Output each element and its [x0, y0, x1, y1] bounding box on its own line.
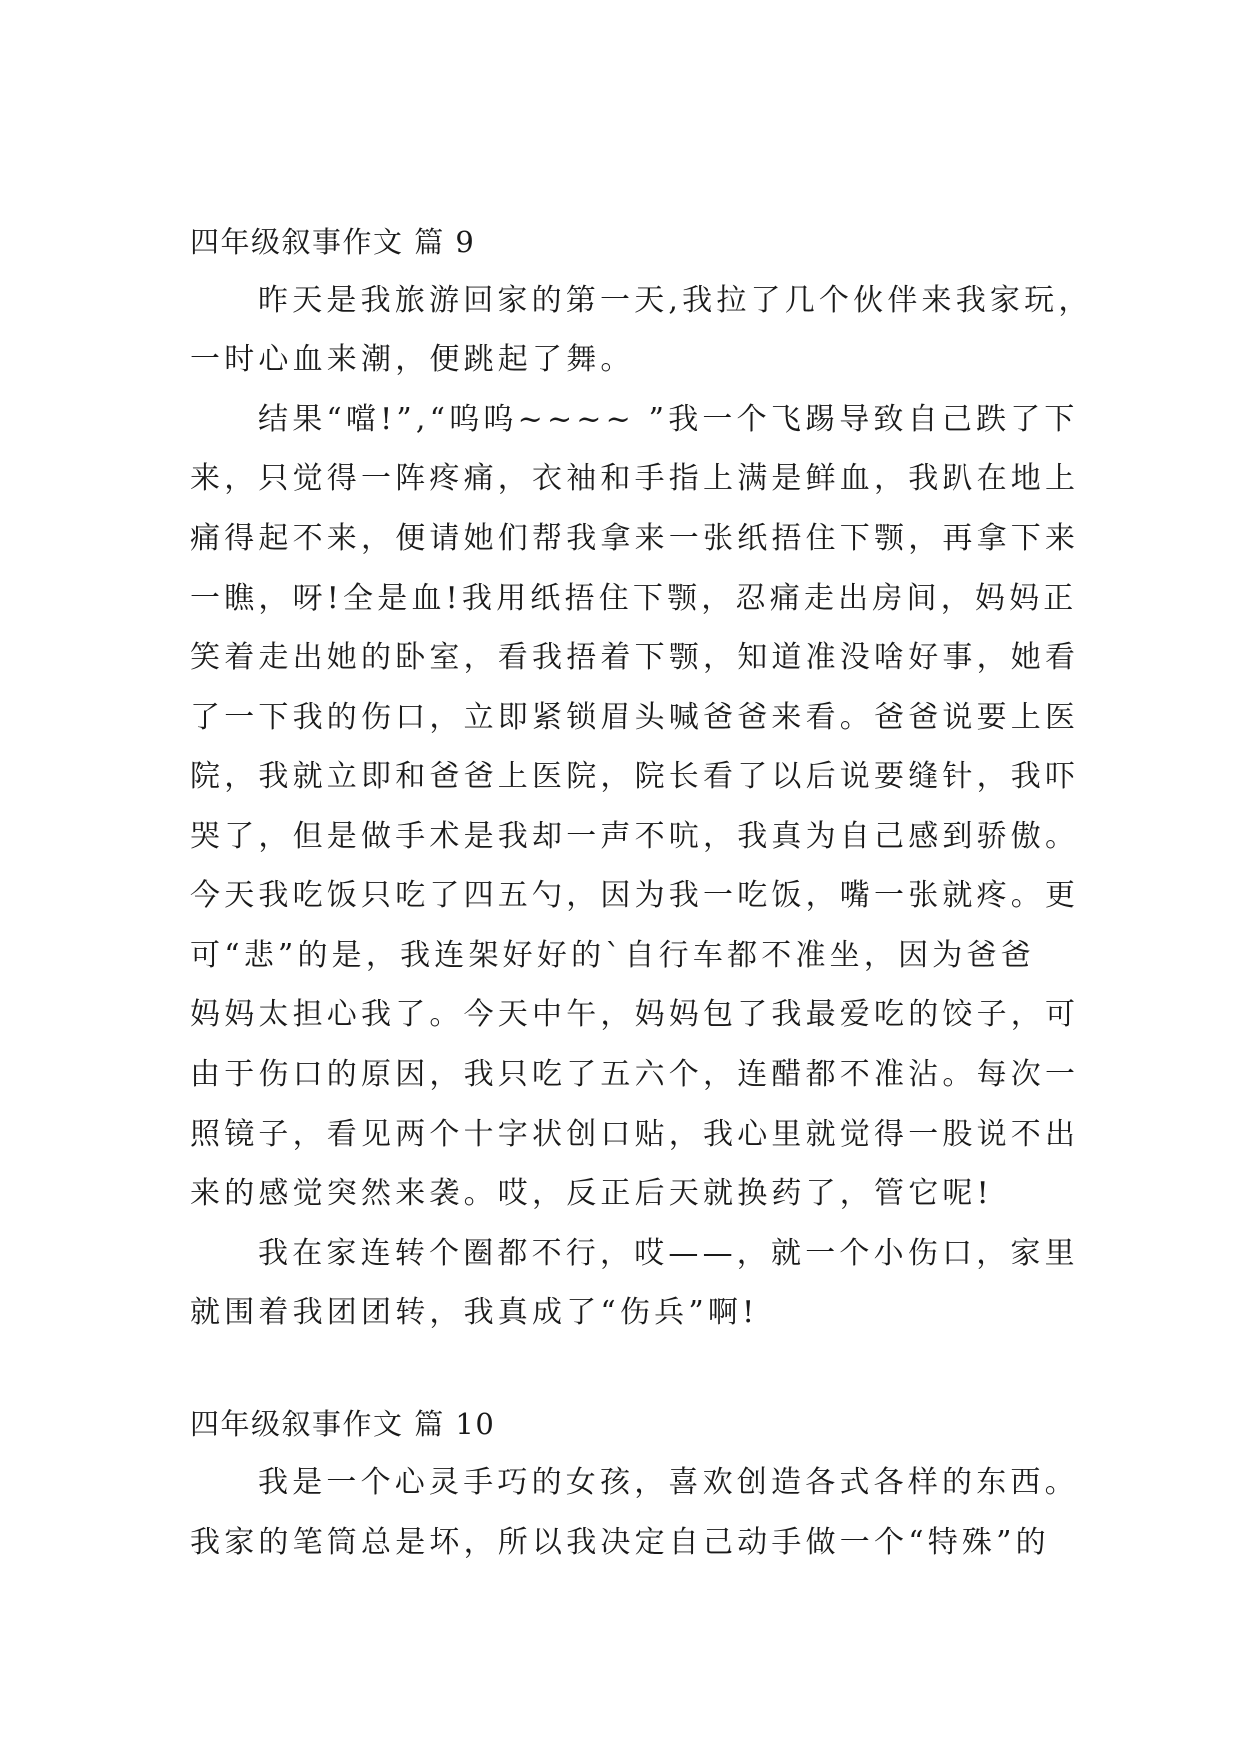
section-9-p2-line-7: 院，我就立即和爸爸上医院，院长看了以后说要缝针，我吓: [190, 759, 1080, 794]
section-9-p2-line-11: 妈妈太担心我了。今天中午，妈妈包了我最爱吃的饺子，可: [190, 997, 1080, 1032]
section-9-p2-line-1: 结果“噹!”,“呜呜~~~~ ”我一个飞踢导致自己跌了下: [258, 402, 1079, 437]
section-9-p2-line-4: 一瞧，呀!全是血!我用纸捂住下颚，忍痛走出房间，妈妈正: [190, 581, 1078, 616]
section-9-p2-line-12: 由于伤口的原因，我只吃了五六个，连醋都不准沾。每次一: [190, 1057, 1080, 1092]
section-9-p2-line-5: 笑着走出她的卧室，看我捂着下颚，知道准没啥好事，她看: [190, 640, 1080, 675]
section-9-p2-line-13: 照镜子，看见两个十字状创口贴，我心里就觉得一股说不出: [190, 1117, 1080, 1152]
section-9-p2-line-8: 哭了，但是做手术是我却一声不吭，我真为自己感到骄傲。: [190, 819, 1080, 854]
section-9-heading: 四年级叙事作文 篇 9: [190, 225, 476, 259]
section-10-p1-line-1: 我是一个心灵手巧的女孩，喜欢创造各式各样的东西。: [258, 1465, 1079, 1500]
section-10-p1-line-2: 我家的笔筒总是坏，所以我决定自己动手做一个“特殊”的: [190, 1525, 1050, 1560]
section-9-p2-line-14: 来的感觉突然来袭。哎，反正后天就换药了，管它呢!: [190, 1176, 993, 1211]
section-9-p2-line-9: 今天我吃饭只吃了四五勺，因为我一吃饭，嘴一张就疼。更: [190, 878, 1080, 913]
section-9-p3-line-1: 我在家连转个圈都不行，哎——，就一个小伤口，家里: [258, 1236, 1079, 1271]
section-9-p1-line-2: 一时心血来潮，便跳起了舞。: [190, 342, 635, 377]
section-9-p1-line-1: 昨天是我旅游回家的第一天,我拉了几个伙伴来我家玩，: [258, 283, 1093, 318]
section-9-p3-line-2: 就围着我团团转，我真成了“伤兵”啊!: [190, 1295, 759, 1330]
section-9-p2-line-2: 来，只觉得一阵疼痛，衣袖和手指上满是鲜血，我趴在地上: [190, 461, 1080, 496]
section-9-p2-line-10: 可“悲”的是，我连架好好的`自行车都不准坐，因为爸爸: [190, 938, 1035, 973]
section-9-p2-line-6: 了一下我的伤口，立即紧锁眉头喊爸爸来看。爸爸说要上医: [190, 700, 1080, 735]
section-10-heading: 四年级叙事作文 篇 10: [190, 1407, 496, 1441]
section-9-p2-line-3: 痛得起不来，便请她们帮我拿来一张纸捂住下颚，再拿下来: [190, 521, 1080, 556]
